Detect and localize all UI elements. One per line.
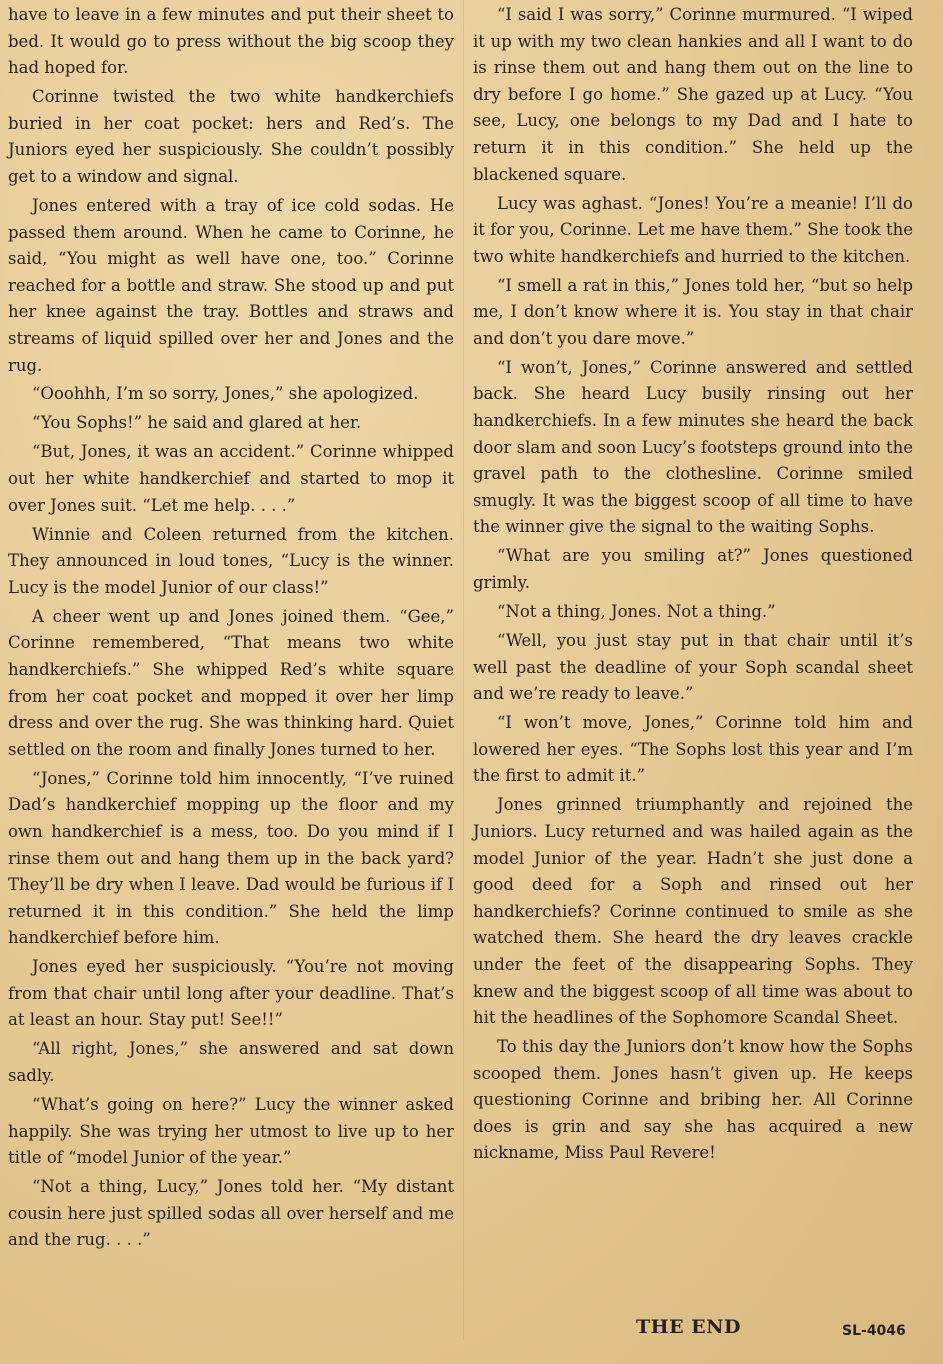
paragraph: “Not a thing, Jones. Not a thing.” [497,602,776,622]
right-column [473,2,913,1169]
paragraph: Corinne twisted the two white handkerchiefs buried in her coat pocket: hers and Red’s. The Juniors eyed her suspiciously. She couldn’t possibly get to a window and signal. [8,87,454,186]
paragraph: Lucy was aghast. “Jones! You’re a meanie! I’ll do it for you, Corinne. Let me have them.” She took the two white handkerchiefs and hurried to the kitchen. [473,193,913,266]
paragraph: To this day the Juniors don’t know how the Sophs scooped them. Jones hasn’t given up. He keeps questioning Corinne and bribing her. All Corinne does is grin and say she has acquired a new nickname, Miss Paul Revere! [473,1037,913,1163]
paragraph: A cheer went up and Jones joined them. “Gee,” Corinne remembered, “That means two white handkerchiefs.” She whipped Red’s white square from her coat pocket and mopped it over her limp dress and over the rug. She was thinking hard. Quiet settled on the room and finally Jones turned to her. [8,606,454,759]
paragraph: Winnie and Coleen returned from the kitchen. They announced in loud tones, “Lucy is the winner. Lucy is the model Junior of our class!” [8,524,454,597]
paragraph: “You Sophs!” he said and glared at her. [32,413,362,433]
paragraph: “But, Jones, it was an accident.” Corinne whipped out her white handkerchief and started to mop it over Jones suit. “Let me help. . . .” [8,442,454,515]
paragraph: “What’s going on here?” Lucy the winner asked happily. She was trying her utmost to live up to her title of “model Junior of the year.” [8,1095,454,1168]
paragraph: “Well, you just stay put in that chair until it’s well past the deadline of your Soph scandal sheet and we’re ready to leave.” [473,631,913,704]
paragraph: “Not a thing, Lucy,” Jones told her. “My distant cousin here just spilled sodas all over herself and me and the rug. . . .” [8,1177,454,1250]
paragraph: “Jones,” Corinne told him innocently, “I’ve ruined Dad’s handkerchief mopping up the floor and my own handkerchief is a mess, too. Do you mind if I rinse them out and hang them up in the back yard? They’ll be dry when I leave. Dad would be furious if I returned it in this condition.” She held the limp handkerchief before him. [8,768,454,948]
left-column [8,2,454,1256]
the-end-label: THE END [636,1316,742,1338]
paragraph: Jones entered with a tray of ice cold sodas. He passed them around. When he came to Corinne, he said, “You might as well have one, too.” Corinne reached for a bottle and straw. She stood up and put her knee against the tray. Bottles and straws and streams of liquid spilled over her and Jones and the rug. [8,195,454,375]
paragraph: have to leave in a few minutes and put their sheet to bed. It would go to press without the big scoop they had hoped for. [8,5,454,78]
column-divider [463,0,464,1340]
paragraph: “I won’t, Jones,” Corinne answered and settled back. She heard Lucy busily rinsing out her handkerchiefs. In a few minutes she heard the back door slam and soon Lucy’s footsteps ground into the gravel path to the clothesline. Corinne smiled smugly. It was the biggest scoop of all time to have the winner give the signal to the waiting Sophs. [473,357,913,537]
paragraph: “I said I was sorry,” Corinne murmured. “I wiped it up with my two clean hankies and all I want to do is rinse them out and hang them out on the line to dry before I go home.” She gazed up at Lucy. “You see, Lucy, one belongs to my Dad and I hate to return it in this condition.” She held up the blackened square. [473,5,913,184]
paragraph: “I smell a rat in this,” Jones told her, “but so help me, I don’t know where it is. You stay in that chair and don’t you dare move.” [473,275,913,348]
paragraph: Jones eyed her suspiciously. “You’re not moving from that chair until long after your deadline. That’s at least an hour. Stay put! See!!” [8,957,454,1030]
paragraph: “What are you smiling at?” Jones questioned grimly. [473,546,913,593]
paragraph: “Ooohhh, I’m so sorry, Jones,” she apologized. [32,384,419,404]
page-code: SL-4046 [842,1323,906,1339]
paragraph: Jones grinned triumphantly and rejoined the Juniors. Lucy returned and was hailed again as the model Junior of the year. Hadn’t she just done a good deed for a Soph and rinsed out her handkerchiefs? Corinne continued to smile as she watched them. She heard the dry leaves crackle under the feet of the disappearing Sophs. They knew and the biggest scoop of all time was about to hit the headlines of the Sophomore Scandal Sheet. [473,795,913,1028]
paragraph: “I won’t move, Jones,” Corinne told him and lowered her eyes. “The Sophs lost this year and I’m the first to admit it.” [473,713,913,786]
paragraph: “All right, Jones,” she answered and sat down sadly. [8,1039,454,1086]
